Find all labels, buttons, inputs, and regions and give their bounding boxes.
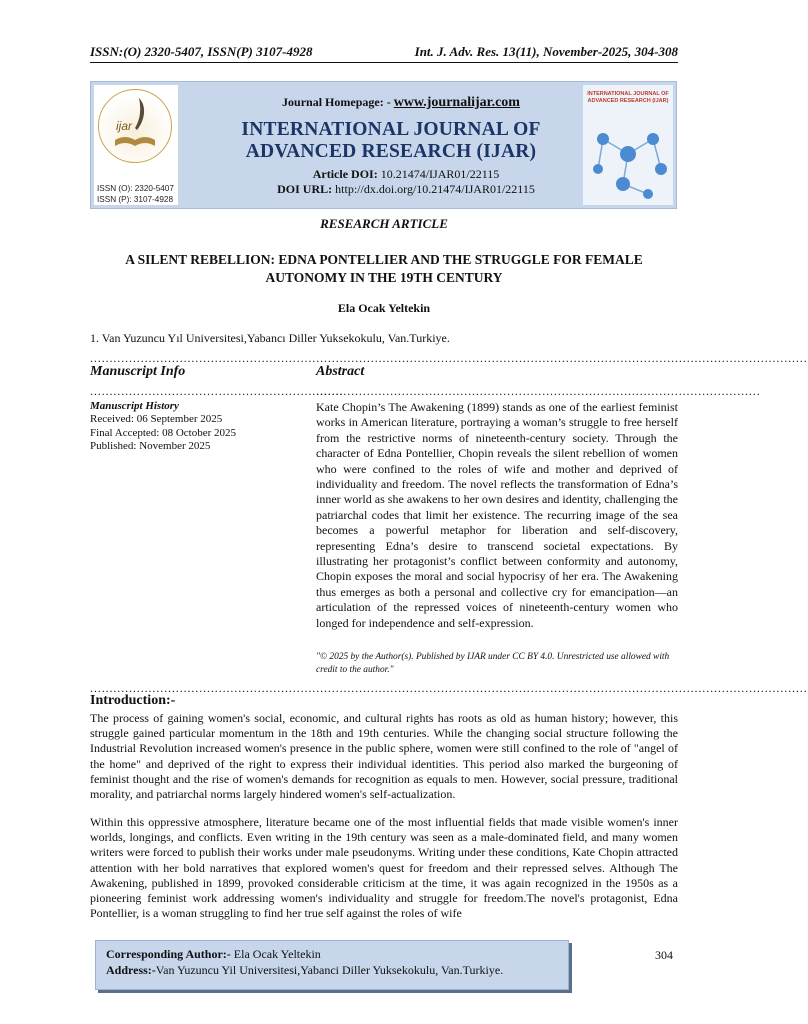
dotted-divider: ................................................................. — [90, 384, 344, 398]
logo-issn — [97, 183, 174, 205]
doi-url — [241, 182, 571, 197]
molecule-icon — [583, 109, 673, 205]
logo-emblem — [98, 89, 172, 163]
logo-issn-online: ISSN (O): 2320-5407 — [97, 184, 174, 193]
article-type: RESEARCH ARTICLE — [320, 216, 448, 231]
journal-banner — [90, 81, 677, 209]
author-name: Ela Ocak Yeltekin — [337, 301, 431, 315]
introduction-heading: Introduction:- — [90, 693, 176, 708]
license-note: "© 2025 by the Author(s). Published by IJAR under CC BY 4.0. Unrestricted use allowed with credit to the author." — [316, 652, 670, 675]
citation-line: Int. J. Adv. Res. 13(11), November-2025, 304-308 — [414, 44, 678, 59]
abstract-heading: Abstract — [316, 364, 365, 379]
doi-block — [241, 167, 571, 197]
dotted-divider: ........................................................................................................................................................................................ — [90, 681, 808, 695]
paper-title-line2: AUTONOMY IN THE 19TH CENTURY — [265, 270, 503, 285]
header-rule — [90, 62, 678, 63]
affiliation: 1. Van Yuzuncu Yıl Universitesi,Yabancı Diller Yuksekokulu, Van.Turkiye. — [90, 331, 450, 345]
address-label: Address:- — [106, 963, 156, 977]
quill-book-icon — [99, 90, 171, 162]
intro-paragraph-2: Within this oppressive atmosphere, literature became one of the most influential fields that made visible women's inner worlds, longings, and conflicts. Even writing in the 19th century was seen as a male-dominated field, and many women writers were forced to publish their works under male pseudonyms. Writing under these conditions, Kate Chopin attracted attention with her bold narratives that explored women's quest for freedom and their repressed selves. Although The Awakening, published in 1899, provoked considerable criticism at the time, it was again recognized in the 1950s as a pioneering feminist work addressing women's individuality and struggle for freedom.The novel's protagonist, Edna Pontellier, is a woman struggling to find her true self against the roles of wife — [90, 815, 678, 921]
journal-cover-image — [583, 85, 673, 205]
corr-name: Ela Ocak Yeltekin — [233, 947, 321, 961]
journal-logo — [94, 85, 178, 205]
history-label: Manuscript History — [90, 400, 179, 412]
author-address — [106, 963, 503, 978]
manuscript-info-heading: Manuscript Info — [90, 364, 186, 379]
homepage-label: Journal Homepage: - — [282, 95, 391, 109]
dotted-divider: .................................................................................................................. — [316, 384, 761, 398]
published-date: Published: November 2025 — [90, 439, 211, 452]
cover-title: INTERNATIONAL JOURNAL OF ADVANCED RESEARCH (IJAR) — [587, 91, 669, 104]
address-value: Van Yuzuncu Yil Universitesi,Yabanci Diller Yuksekokulu, Van.Turkiye. — [155, 963, 504, 977]
page-number: 304 — [655, 948, 673, 962]
dotted-divider: ........................................................................................................................................................................................ — [90, 351, 808, 365]
journal-title-line2: ADVANCED RESEARCH (IJAR) — [245, 141, 537, 162]
doi-label: Article DOI: — [312, 167, 378, 181]
received-date: Received: 06 September 2025 — [90, 413, 223, 426]
issn-line: ISSN:(O) 2320-5407, ISSN(P) 3107-4928 — [90, 44, 313, 59]
logo-issn-print: ISSN (P): 3107-4928 — [97, 195, 174, 204]
logo-wordmark: ijar — [116, 119, 133, 133]
paper-title — [90, 251, 678, 287]
journal-homepage — [256, 95, 546, 111]
doi-url-link[interactable]: http://dx.doi.org/10.21474/IJAR01/22115 — [335, 182, 535, 196]
running-header — [90, 44, 678, 64]
article-doi — [241, 167, 571, 182]
abstract-text: Kate Chopin’s The Awakening (1899) stands as one of the earliest feminist works in American literature, portraying a woman’s struggle to free herself from the restrictive norms of nineteenth-century society. Through the character of Edna Pontellier, Chopin reveals the silent rebellion of women who were confined to the roles of wife and mother and deprived of individuality and freedom. The novel reflects the transformation of Edna’s inner world as she awakens to her own desires and identity, challenging the patriarchal codes that limit her existence. The recurring image of the sea becomes a powerful metaphor for liberation and self-discovery, representing Edna’s desire to transcend societal expectations. By illustrating her protagonist’s conflict between conformity and autonomy, Chopin exposes the moral and social hypocrisy of her era. The Awakening thus emerges as both a personal and collective cry for emancipation—an articulation of the repressed voices of nineteenth-century women who longed for independence and self-expression. — [316, 400, 678, 630]
homepage-link[interactable]: www.journalijar.com — [393, 95, 520, 110]
corr-label: Corresponding Author:- — [106, 947, 231, 961]
manuscript-history — [90, 400, 305, 453]
doi-value: 10.21474/IJAR01/22115 — [380, 167, 500, 181]
journal-title-line1: INTERNATIONAL JOURNAL OF — [241, 119, 541, 140]
accepted-date: Final Accepted: 08 October 2025 — [90, 426, 237, 439]
intro-paragraph-1: The process of gaining women's social, economic, and cultural rights has roots as old as human history; however, this struggle gained particular momentum in the 18th and 19th centuries. While the changing social structure following the Industrial Revolution increased women's presence in the public sphere, women were still confined to the role of "angel of the home" and deprived of the right to express their individual identities. This period also marked the burgeoning of feminist thought and the rise of women's demands for recognition as equals to men. However, social pressure, traditional morality, and patriarchal norms largely hindered women's self-actualization. — [90, 711, 678, 802]
paper-title-line1: A SILENT REBELLION: EDNA PONTELLIER AND THE STRUGGLE FOR FEMALE — [125, 252, 643, 267]
corresponding-author — [106, 947, 321, 962]
journal-title — [211, 119, 571, 163]
doi-url-label: DOI URL: — [277, 182, 333, 196]
corresponding-author-box — [95, 940, 569, 990]
